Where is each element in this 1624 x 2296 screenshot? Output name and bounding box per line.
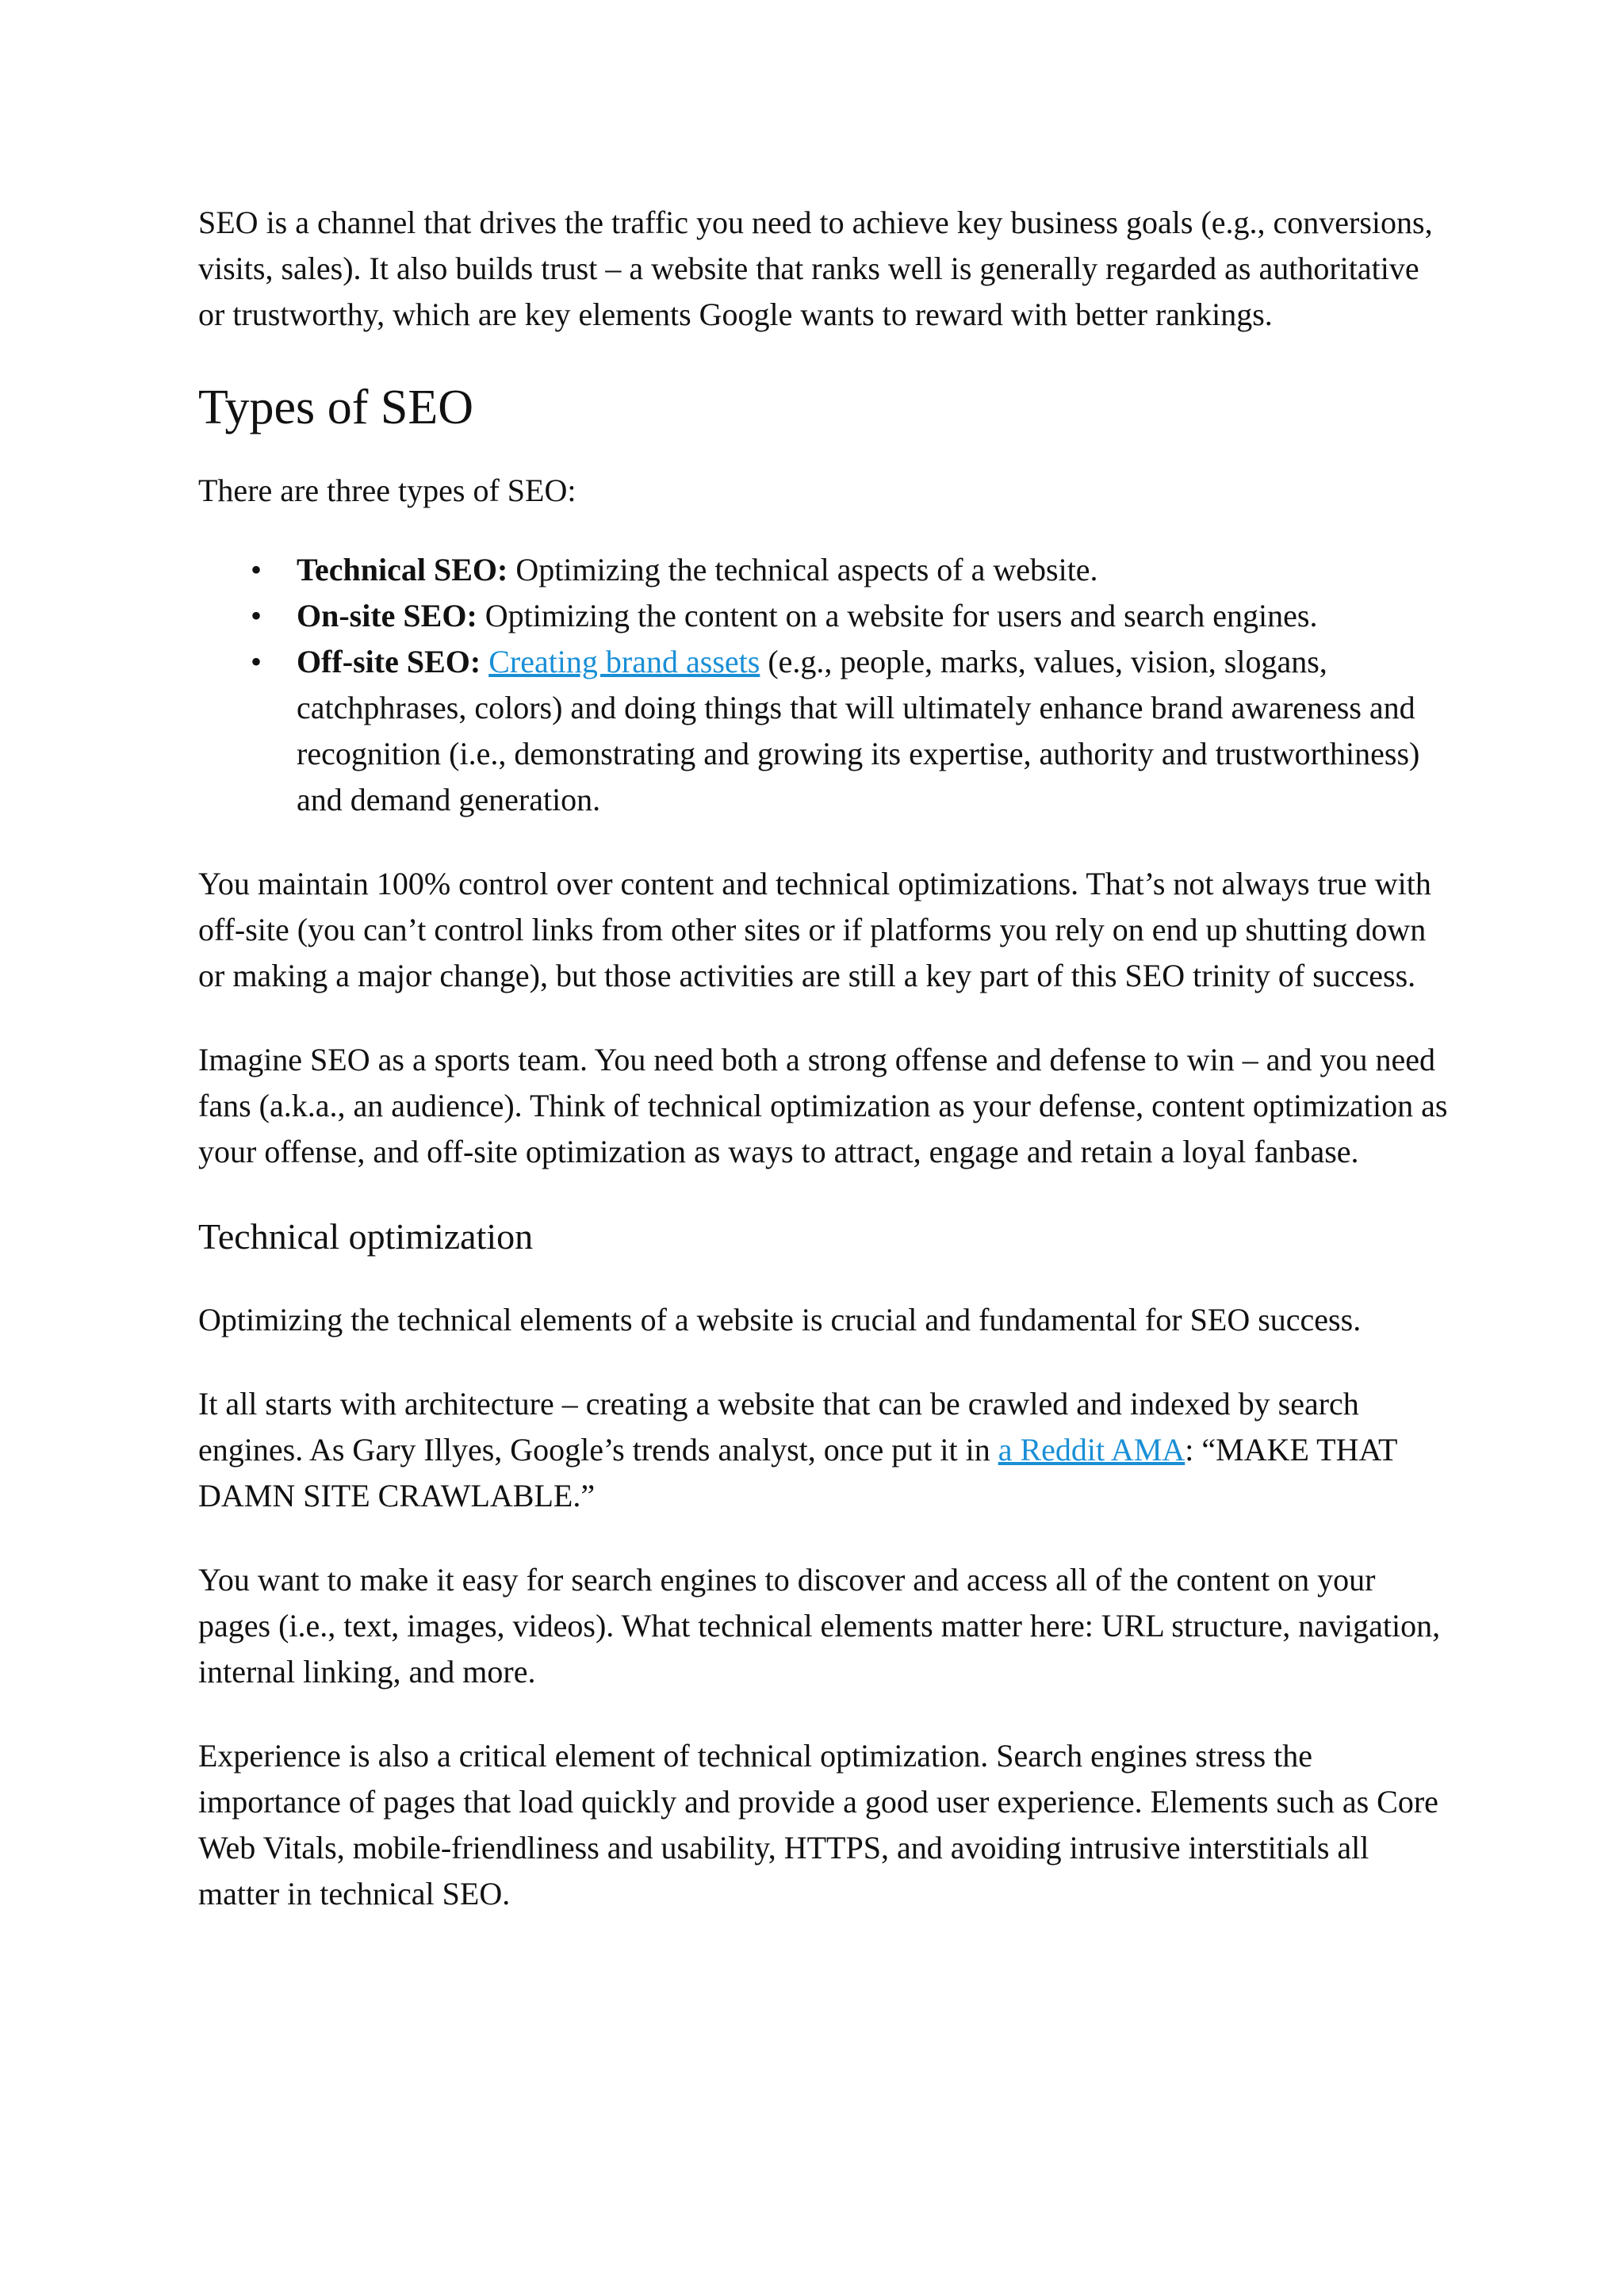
architecture-text-after: : “MAKE THAT DAMN SITE CRAWLABLE.” — [198, 1432, 1397, 1513]
crucial-paragraph: Optimizing the technical elements of a website is crucial and fundamental for SEO success. — [198, 1302, 1362, 1337]
types-lead-paragraph: There are three types of SEO: — [198, 473, 576, 508]
architecture-paragraph — [198, 1381, 1451, 1519]
bullet-icon: • — [251, 552, 262, 587]
intro-paragraph: SEO is a channel that drives the traffic you need to achieve key business goals (e.g., conversions, visits, sales). It also builds trust – a website that ranks well is generally regarded as authoritative or trustworthy, which are key elements Google wants to reward with better rankings. — [198, 205, 1433, 332]
types-of-seo-heading: Types of SEO — [198, 381, 473, 434]
bullet-icon: • — [251, 644, 262, 679]
list-item-text: Optimizing the content on a website for users and search engines. — [477, 598, 1318, 633]
list-item-label: On-site SEO: — [297, 598, 477, 633]
experience-paragraph: Experience is also a critical element of technical optimization. Search engines stress the importance of pages that load quickly and provide a good user experience. Elements such as Core Web Vitals, mobile-friendliness and usability, HTTPS, and avoiding intrusive interstitials all matter in technical SEO. — [198, 1738, 1438, 1911]
list-item-on-site-seo — [251, 593, 1451, 639]
discover-paragraph: You want to make it easy for search engines to discover and access all of the content on your pages (i.e., text, images, videos). What technical elements matter here: URL structure, navigation, internal linking, and more. — [198, 1562, 1441, 1689]
list-item-off-site-seo — [251, 639, 1451, 823]
document-body — [198, 200, 1451, 1955]
bullet-icon: • — [251, 598, 262, 633]
list-item-label: Technical SEO: — [297, 552, 508, 587]
list-item-text: (e.g., people, marks, values, vision, slogans, catchphrases, colors) and doing things that will ultimately enhance brand awareness and recognition (i.e., demonstrating and growing its expertise, authority and trustworthiness) and demand generation. — [297, 644, 1420, 817]
control-paragraph: You maintain 100% control over content and technical optimizations. That’s not always true with off-site (you can’t control links from other sites or if platforms you rely on end up shutting down or making a major change), but those activities are still a key part of this SEO trinity of success. — [198, 866, 1431, 993]
list-item-text: Optimizing the technical aspects of a website. — [508, 552, 1098, 587]
architecture-text-before: It all starts with architecture – creating a website that can be crawled and indexed by search engines. As Gary Illyes, Google’s trends analyst, once put it in — [198, 1386, 1359, 1468]
list-item-technical-seo — [251, 547, 1451, 593]
creating-brand-assets-link[interactable]: Creating brand assets — [488, 644, 760, 679]
list-item-label: Off-site SEO: — [297, 644, 481, 679]
seo-types-list — [198, 547, 1451, 823]
sports-team-paragraph: Imagine SEO as a sports team. You need both a strong offense and defense to win – and you need fans (a.k.a., an audience). Think of technical optimization as your defense, content optimization as your offense, and off-site optimization as ways to attract, engage and retain a loyal fanbase. — [198, 1042, 1448, 1169]
technical-optimization-heading: Technical optimization — [198, 1216, 534, 1257]
reddit-ama-link[interactable]: a Reddit AMA — [998, 1432, 1185, 1468]
